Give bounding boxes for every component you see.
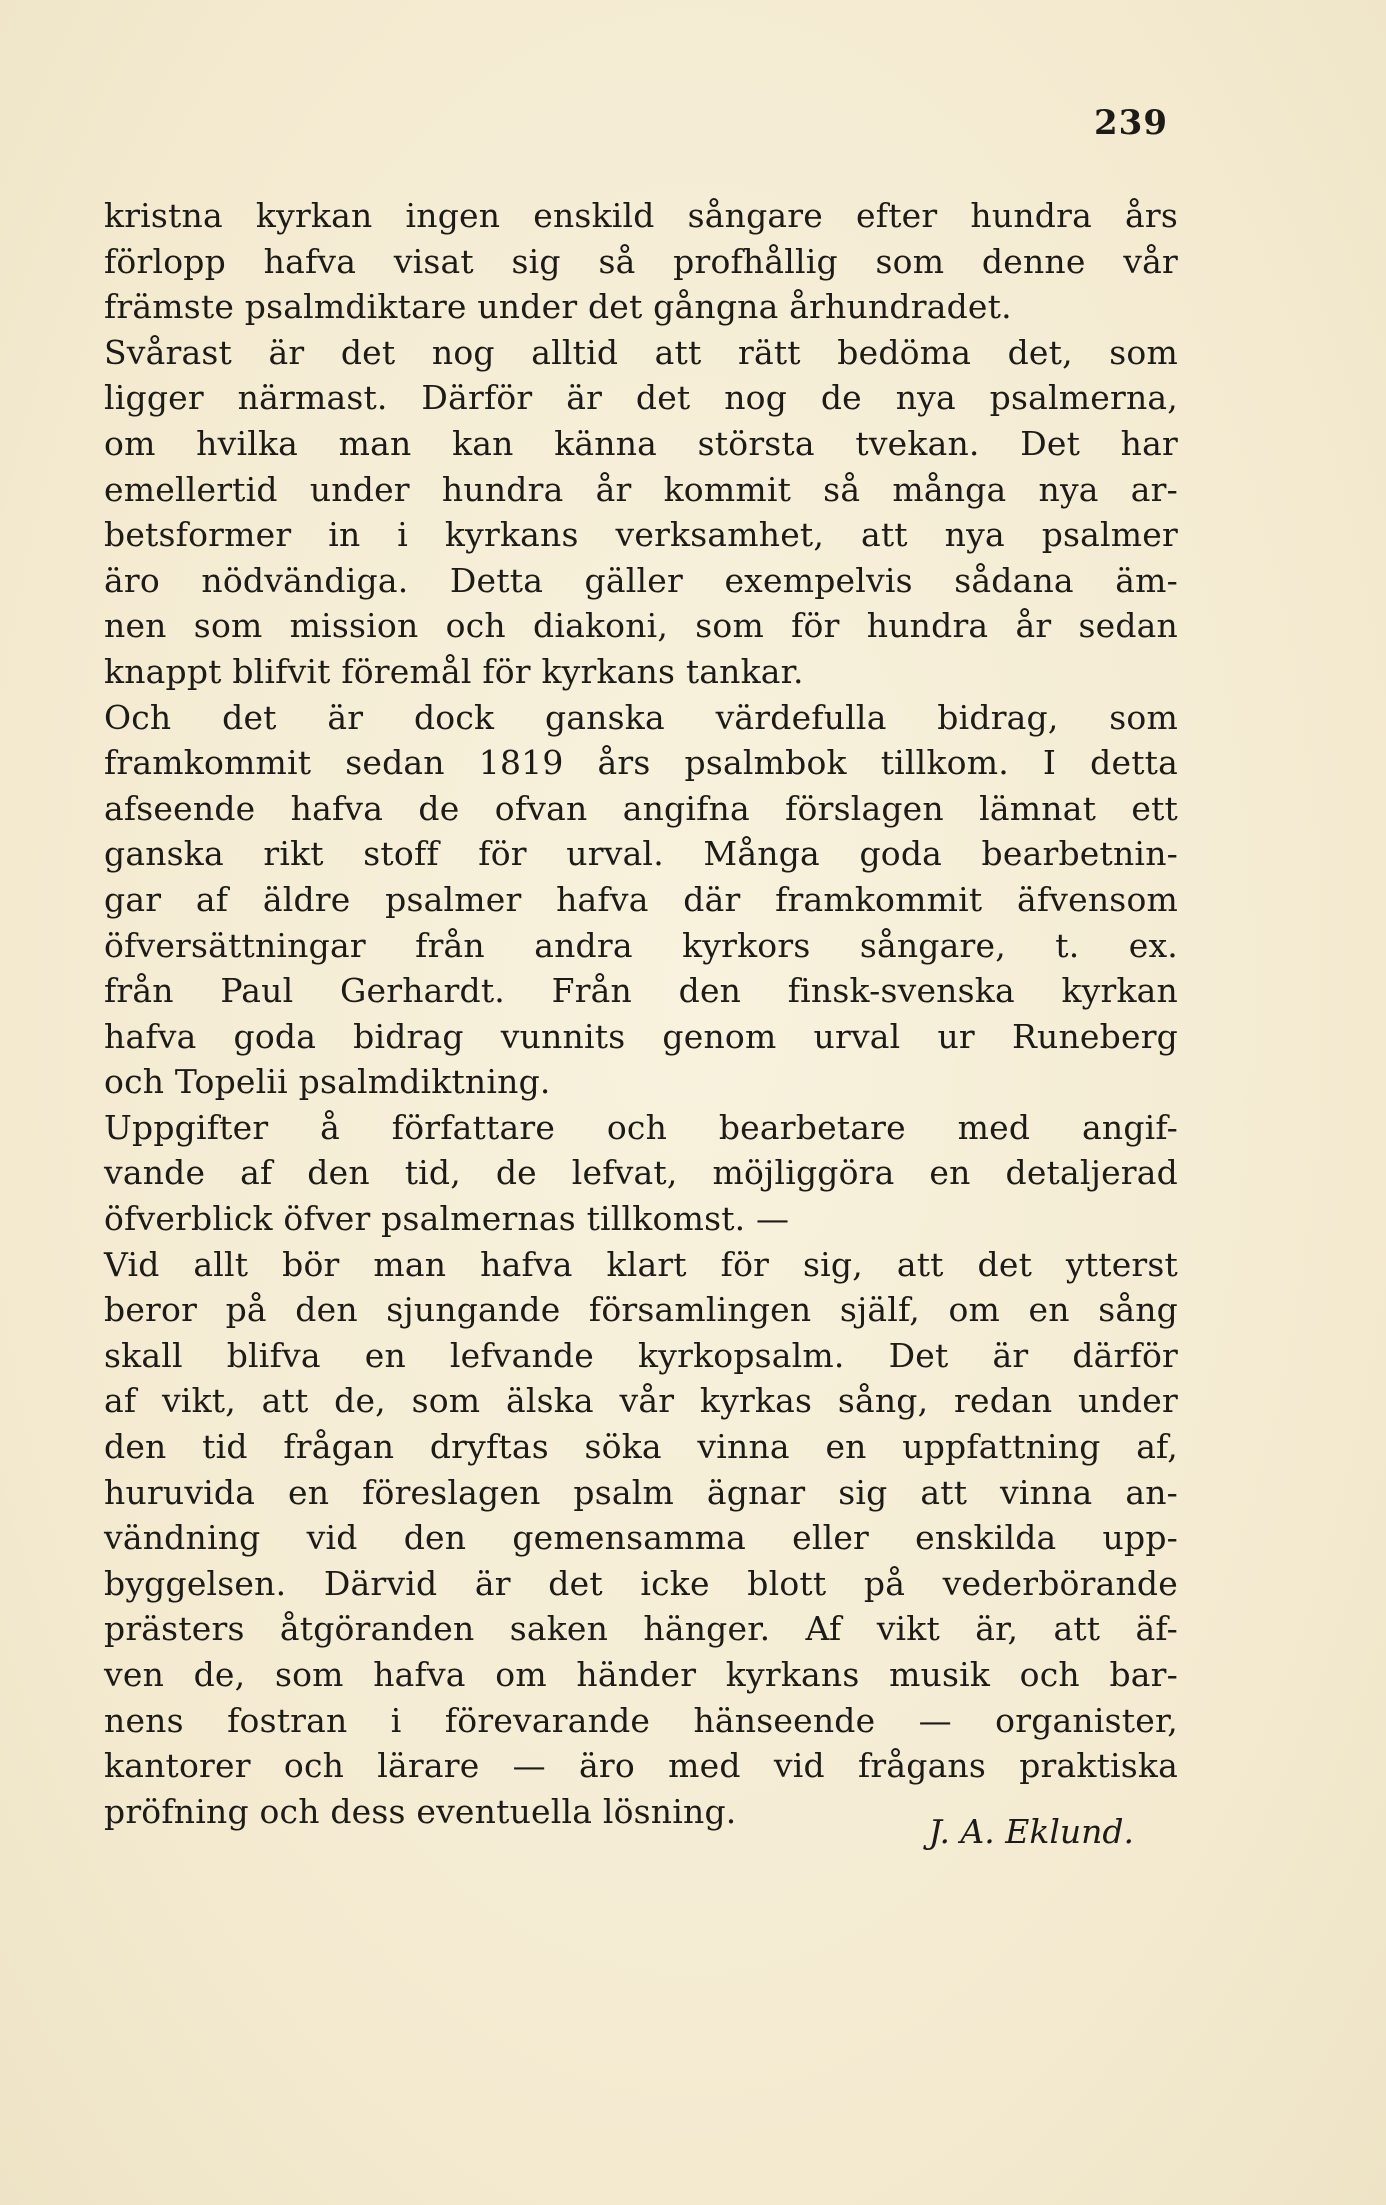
text-line: nens fostran i förevarande hänseende — organister,	[104, 1700, 1178, 1740]
text-line: vande af den tid, de lefvat, möjliggöra en detaljerad	[104, 1153, 1178, 1193]
text-line: Svårast är det nog alltid att rätt bedöma det, som	[104, 332, 1178, 372]
text-line: Vid allt bör man hafva klart för sig, att det ytterst	[104, 1244, 1178, 1284]
text-line: ligger närmast. Därför är det nog de nya psalmerna,	[104, 378, 1178, 418]
body-text	[104, 193, 1178, 1834]
text-line: prästers åtgöranden saken hänger. Af vikt är, att äf-	[104, 1609, 1178, 1649]
text-line: Uppgifter å författare och bearbetare med angif-	[104, 1107, 1178, 1147]
text-line: knappt blifvit föremål för kyrkans tankar.	[104, 651, 804, 691]
text-line: hafva goda bidrag vunnits genom urval ur Runeberg	[104, 1016, 1178, 1056]
text-line: beror på den sjungande församlingen själf, om en sång	[104, 1290, 1178, 1330]
text-line: afseende hafva de ofvan angifna förslagen lämnat ett	[104, 788, 1178, 828]
text-line: främste psalmdiktare under det gångna århundradet.	[104, 287, 1012, 327]
text-line: förlopp hafva visat sig så profhållig som denne vår	[104, 241, 1178, 281]
text-line: nen som mission och diakoni, som för hundra år sedan	[104, 606, 1178, 646]
text-line: vändning vid den gemensamma eller enskilda upp-	[104, 1518, 1178, 1558]
text-line: ganska rikt stoff för urval. Många goda bearbetnin-	[104, 834, 1178, 874]
text-line: kantorer och lärare — äro med vid frågans praktiska	[104, 1746, 1178, 1786]
text-line: emellertid under hundra år kommit så många nya ar-	[104, 469, 1178, 509]
text-line: öfversättningar från andra kyrkors sångare, t. ex.	[104, 925, 1178, 965]
text-line: om hvilka man kan känna största tvekan. Det har	[104, 423, 1178, 463]
text-line: Och det är dock ganska värdefulla bidrag, som	[104, 697, 1178, 737]
text-line: från Paul Gerhardt. Från den finsk-svenska kyrkan	[104, 971, 1178, 1011]
page-number: 239	[1094, 103, 1168, 143]
text-line: kristna kyrkan ingen enskild sångare efter hundra års	[104, 196, 1178, 235]
text-line: pröfning och dess eventuella lösning.	[104, 1791, 737, 1831]
text-line: huruvida en föreslagen psalm ägnar sig att vinna an-	[104, 1472, 1178, 1512]
text-line: af vikt, att de, som älska vår kyrkas sång, redan under	[104, 1381, 1178, 1421]
text-line: byggelsen. Därvid är det icke blott på vederbörande	[104, 1563, 1178, 1603]
text-line: framkommit sedan 1819 års psalmbok tillkom. I detta	[104, 743, 1178, 783]
text-line: äro nödvändiga. Detta gäller exempelvis sådana äm-	[104, 560, 1178, 600]
text-line: den tid frågan dryftas söka vinna en uppfattning af,	[104, 1427, 1178, 1467]
text-line: gar af äldre psalmer hafva där framkommit äfvensom	[104, 879, 1178, 919]
text-line: ven de, som hafva om händer kyrkans musik och bar-	[104, 1655, 1178, 1694]
text-line: öfverblick öfver psalmernas tillkomst. —	[104, 1199, 790, 1239]
author-signature: J. A. Eklund.	[928, 1812, 1134, 1851]
text-line: skall blifva en lefvande kyrkopsalm. Det är därför	[104, 1335, 1178, 1375]
text-line: betsformer in i kyrkans verksamhet, att nya psalmer	[104, 515, 1178, 555]
text-line: och Topelii psalmdiktning.	[104, 1062, 551, 1102]
